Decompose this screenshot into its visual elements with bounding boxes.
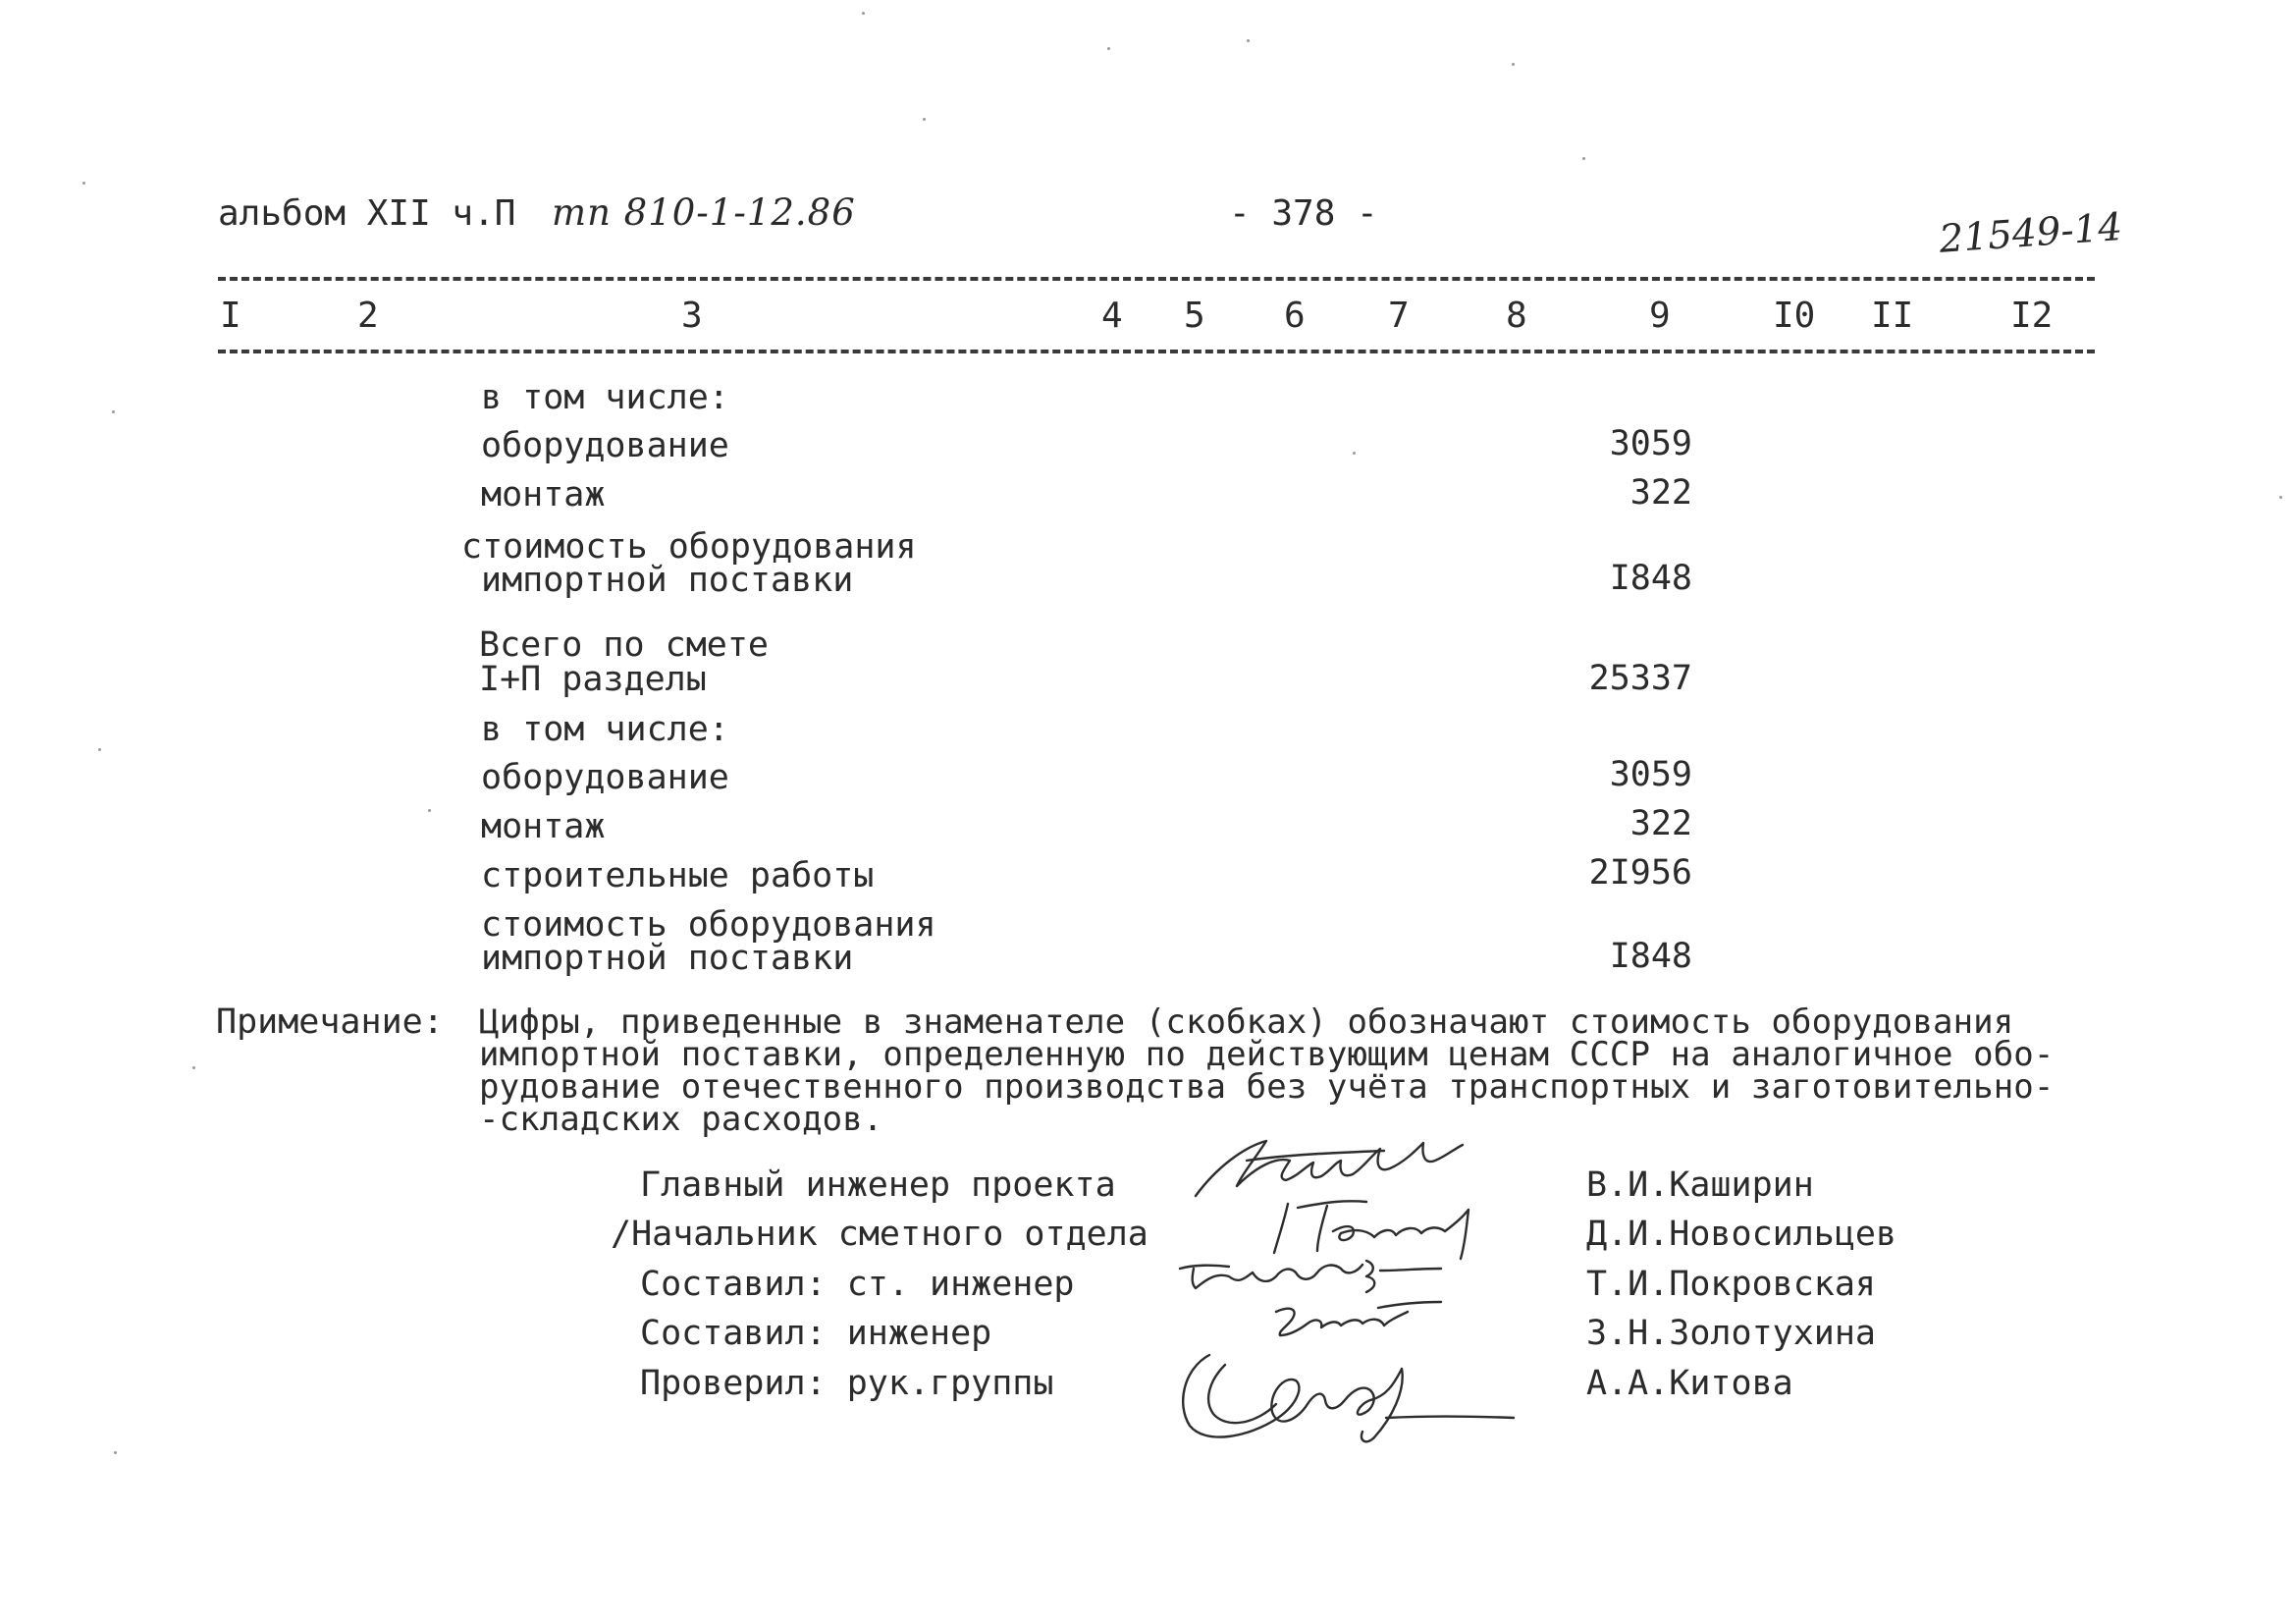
note-line: Цифры, приведенные в знаменателе (скобках) обозначают стоимость оборудования xyxy=(479,1002,2014,1042)
project-code: тп 810-1-12.86 xyxy=(552,191,856,234)
signatory-role: Составил: инженер xyxy=(640,1314,992,1353)
row-label: монтаж xyxy=(481,475,606,514)
table-top-divider xyxy=(218,277,2095,281)
row-label-continued: I+П разделы xyxy=(479,660,707,699)
row-label: оборудование xyxy=(481,758,729,797)
column-number-10: I0 xyxy=(1773,296,1816,336)
column-number-9: 9 xyxy=(1649,296,1671,336)
row-label-continued: импортной поставки xyxy=(481,561,854,600)
scan-speck xyxy=(428,809,431,812)
row-label: строительные работы xyxy=(481,856,875,895)
row-value: 25337 xyxy=(1588,659,1692,698)
signatory-name: А.А.Китова xyxy=(1586,1364,1793,1403)
scan-speck xyxy=(923,118,926,121)
row-label: стоимость оборудования xyxy=(481,905,936,945)
column-number-6: 6 xyxy=(1284,296,1306,336)
scan-speck xyxy=(82,182,85,185)
scan-speck xyxy=(2279,496,2282,499)
column-number-12: I2 xyxy=(2010,296,2054,336)
album-label: альбом XII ч.П xyxy=(218,193,516,234)
column-number-2: 2 xyxy=(357,296,379,336)
row-label-continued: импортной поставки xyxy=(481,939,854,978)
row-label: монтаж xyxy=(481,807,606,846)
scan-speck xyxy=(1247,39,1250,42)
note-label: Примечание: xyxy=(216,1002,444,1042)
row-label: Всего по смете xyxy=(479,625,770,665)
column-number-4: 4 xyxy=(1101,296,1123,336)
signatory-role: /Начальник сметного отдела xyxy=(611,1215,1148,1254)
row-value: 3059 xyxy=(1609,755,1692,794)
scan-speck xyxy=(1512,63,1515,66)
scan-speck xyxy=(1107,47,1110,50)
row-label: оборудование xyxy=(481,426,729,465)
signatory-role: Составил: ст. инженер xyxy=(640,1265,1075,1304)
signatory-name: Т.И.Покровская xyxy=(1586,1265,1877,1304)
note-line: -складских расходов. xyxy=(479,1100,883,1139)
scan-speck xyxy=(112,410,115,413)
table-header-divider xyxy=(218,350,2095,353)
scan-speck xyxy=(114,1451,117,1454)
note-line: рудование отечественного производства без учёта транспортных и заготовительно- xyxy=(479,1067,2055,1107)
scan-speck xyxy=(98,748,101,751)
scan-speck xyxy=(1353,452,1356,455)
column-number-8: 8 xyxy=(1506,296,1527,336)
signatory-name: З.Н.Золотухина xyxy=(1586,1314,1877,1353)
column-number-3: 3 xyxy=(681,296,703,336)
column-number-5: 5 xyxy=(1184,296,1205,336)
column-number-7: 7 xyxy=(1388,296,1410,336)
page-number: - 378 - xyxy=(1229,193,1378,234)
signatory-name: В.И.Каширин xyxy=(1586,1165,1814,1205)
signatory-role: Главный инженер проекта xyxy=(640,1165,1116,1205)
signatory-name: Д.И.Новосильцев xyxy=(1586,1215,1897,1254)
note-line: импортной поставки, определенную по действующим ценам СССР на аналогичное обо- xyxy=(479,1035,2055,1074)
scan-speck xyxy=(192,1066,195,1069)
handwritten-signature xyxy=(1170,1335,1523,1453)
row-value: 2I956 xyxy=(1588,853,1692,893)
row-value: 322 xyxy=(1629,804,1692,843)
signatory-role: Проверил: рук.группы xyxy=(640,1364,1054,1403)
row-value: 3059 xyxy=(1609,424,1692,463)
row-label: в том числе: xyxy=(481,710,729,749)
document-stamp-number: 21549-14 xyxy=(1938,204,2124,262)
scan-speck xyxy=(862,12,865,15)
row-label: в том числе: xyxy=(481,378,729,417)
scan-speck xyxy=(1582,157,1585,160)
column-number-1: I xyxy=(220,296,241,336)
column-number-11: II xyxy=(1871,296,1914,336)
row-value: I848 xyxy=(1609,937,1692,976)
row-value: I848 xyxy=(1609,559,1692,598)
row-value: 322 xyxy=(1629,473,1692,513)
row-label: стоимость оборудования xyxy=(461,527,917,567)
